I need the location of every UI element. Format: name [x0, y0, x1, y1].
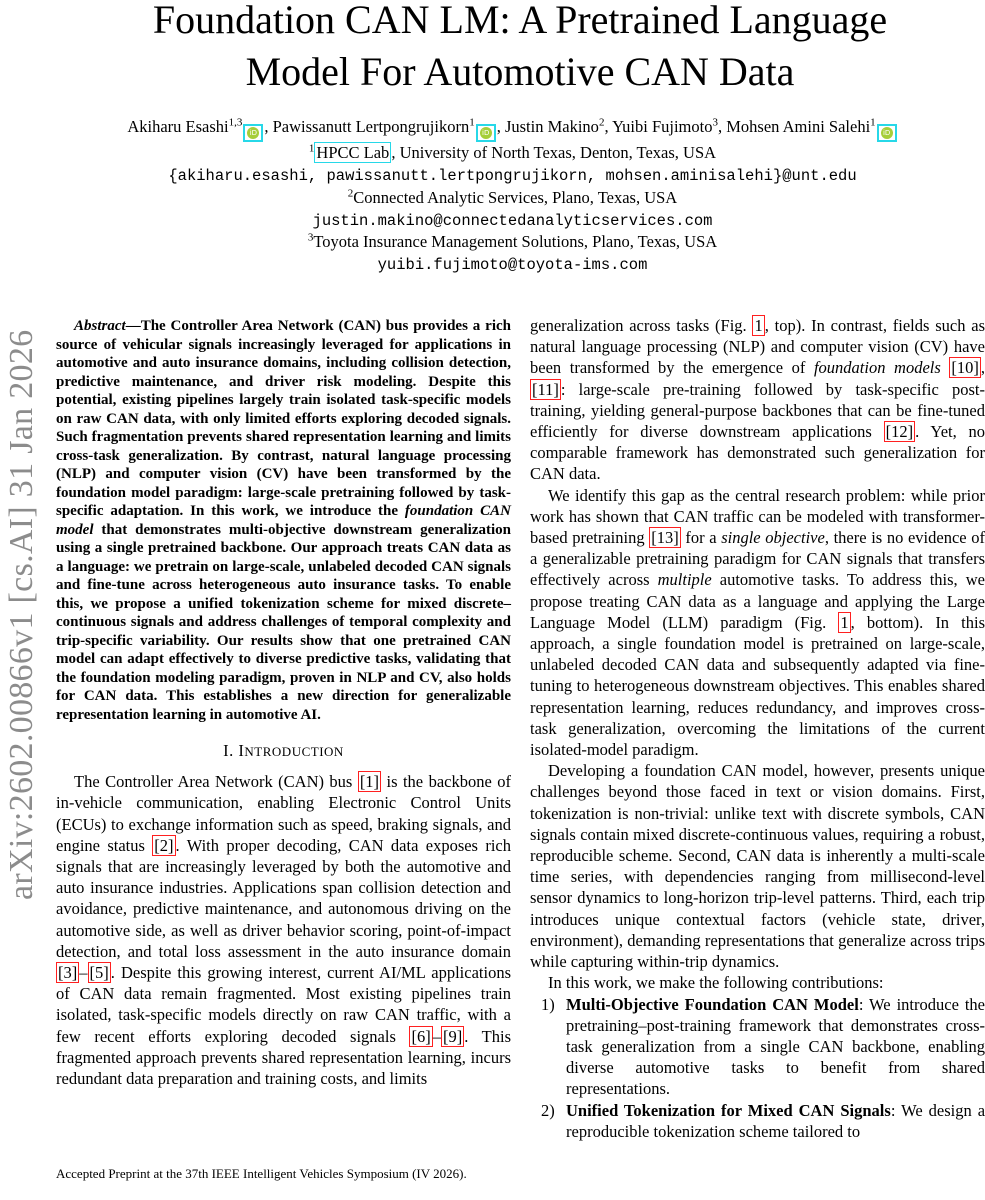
right-column [530, 315, 985, 1142]
citation-link[interactable]: [2] [154, 835, 174, 855]
citation-link[interactable]: [9] [442, 1026, 463, 1046]
abstract: Abstract—The Controller Area Network (CAN) bus provides a rich source of vehicular signals increasingly leveraged for applications in automotive and auto insurance domains, including collision detection, predictive maintenance, and driver risk modeling. Despite this potential, existing pipelines largely train isolated task-specific models on raw CAN data, with only limited efforts exploring decoded signals. Such fragmentation prevents shared representation learning and limits cross-task generalization. By contrast, natural language processing (NLP) and computer vision (CV) have been transformed by the foundation model paradigm: large-scale pretraining followed by task-specific adaptation. In this work, we introduce the foundation CAN model that demonstrates multi-objective downstream generalization using a single pretrained backbone. Our approach treats CAN data as a language: we pretrain on large-scale, unlabeled decoded CAN signals and fine-tune across heterogeneous auto insurance tasks. To enable this, we propose a unified tokenization scheme for mixed discrete–continuous signals and address challenges of temporal complexity and trip-specific variability. Our results show that one pretrained CAN model can adapt effectively to diverse predictive tasks, validating that the foundation modeling paradigm, proven in NLP and CV, also holds for CAN data. This establishes a new direction for generalizable representation learning in automotive AI. [56, 318, 511, 723]
title-line-1: Foundation CAN LM: A Pretrained Language [152, 0, 888, 42]
affiliation-2-email: justin.makino@connectedanalyticservices.com [312, 212, 713, 230]
figure-link[interactable]: 1 [840, 612, 849, 632]
citation-link[interactable]: [6] [411, 1026, 431, 1046]
affiliation-1-email: {akiharu.esashi, pawissanutt.lertpongrujikorn, mohsen.aminisalehi}@unt.edu [168, 167, 857, 185]
orcid-icon[interactable]: iD [476, 124, 496, 142]
affiliation-3-email: yuibi.fujimoto@toyota-ims.com [377, 256, 648, 274]
author-name: Mohsen Amini Salehi [726, 117, 871, 136]
author-affiliation-mark: 1 [870, 116, 876, 129]
author-name: Justin Makino [504, 117, 599, 136]
author-name: Akiharu Esashi [127, 117, 229, 136]
list-item: 1) Multi-Objective Foundation CAN Model: We introduce the pretraining–post-training framework that demonstrates cross-task generalization from a single CAN backbone, enabling diverse automotive tasks to benefit from shared representations. [541, 994, 985, 1099]
intro-paragraph: The Controller Area Network (CAN) bus [1] is the backbone of in-vehicle communication, enabling Electronic Control Units (ECUs) to exchange information such as speed, braking signals, and engine status [2] . With proper decoding, CAN data exposes rich signals that are increasingly leveraged by both the automotive and auto insurance industries. Applications span collision detection and avoidance, predictive maintenance, and autonomous driving on the automotive side, as well as driver behavior scoring, point-of-impact detection, and total loss assessment in the auto insurance domain [3] – [5] . Despite this growing interest, current AI/ML applications of CAN data remain fragmented. Most existing pipelines train isolated, task-specific models directly on raw CAN traffic, with a few recent efforts exploring decoded signals [6] – [9] . This fragmented approach prevents shared representation learning, incurs redundant data preparation and training costs, and limits [56, 772, 511, 1089]
orcid-icon[interactable]: iD [877, 124, 897, 142]
author-affiliation-mark: 2 [598, 116, 605, 129]
affiliation-3: $^3$Toyota Insurance Management Solutions, Plano, Texas, USA [307, 231, 718, 251]
abstract-label: Abstract [74, 318, 126, 334]
author-name: Yuibi Fujimoto [612, 117, 713, 136]
author-list: Akiharu Esashi$^{1,3}$ iD , Pawissanutt Lertpongrujikorn$^1$ iD , Justin Makino$^2$, Yuibi Fujimoto$^3$, Mohsen Amini Salehi$^1$ iD [40, 116, 985, 142]
affiliation-1: $^1$ HPCC Lab , University of North Texas, Denton, Texas, USA [308, 142, 717, 162]
body-paragraph: In this work, we make the following contributions: [548, 973, 884, 993]
citation-link[interactable]: [12] [885, 422, 914, 442]
citation-link[interactable]: [5] [89, 963, 109, 983]
body-paragraph: We identify this gap as the central research problem: while prior work has shown that CAN traffic can be modeled with transformer-based pretraining [13] for a single objective, there is no evidence of a generalizable pretraining paradigm for CAN signals that transfers effectively across multiple automotive tasks. To address this, we propose treating CAN data as a language and applying the Large Language Model (LLM) paradigm (Fig. 1 , bottom). In this approach, a single foundation model is pretrained on large-scale, unlabeled decoded CAN data and subsequently adapted via fine-tuning to heterogeneous downstream objectives. This enables shared representation learning, reduces redundancy, and improves cross-task generalization, overcoming the limitations of the current isolated-model paradigm. [530, 485, 985, 760]
left-column [56, 317, 511, 1089]
body-paragraph: generalization across tasks (Fig. 1 , top). In contrast, fields such as natural language processing (NLP) and computer vision (CV) have been transformed by the emergence of foundation models [10] , [11] : large-scale pre-training followed by task-specific post-training, yielding general-purpose backbones that can be fine-tuned efficiently for diverse downstream applications [12] . Yet, no comparable framework has demonstrated such generalization for CAN data. [530, 316, 985, 484]
author-affiliation-mark: 1,3 [228, 116, 243, 129]
affiliation-2: $^2$Connected Analytic Services, Plano, Texas, USA [347, 187, 678, 207]
author-affiliation-mark: 1 [469, 116, 475, 129]
citation-link[interactable]: [1] [359, 772, 380, 792]
footnote: Accepted Preprint at the 37th IEEE Intelligent Vehicles Symposium (IV 2026). [56, 1166, 467, 1181]
citation-link[interactable]: [11] [532, 379, 559, 399]
author-name: Pawissanutt Lertpongrujikorn [272, 117, 470, 136]
hpcc-lab-link[interactable]: HPCC Lab [316, 143, 390, 162]
body-paragraph: Developing a foundation CAN model, however, presents unique challenges beyond those faced in text or vision domains. First, tokenization is non-trivial: unlike text with discrete symbols, CAN signals contain mixed discrete-continuous values, requiring a robust, reproducible scheme. Second, CAN data is inherently a multi-scale time series, with dependencies ranging from millisecond-level sensor dynamics to long-horizon trip-level patterns. Third, each trip introduces unique contextual factors (vehicle state, driver, environment), demanding representations that generalize across trips while capturing within-trip dynamics. [530, 761, 985, 972]
arxiv-identifier: arXiv:2602.00866v1 [cs.AI] 31 Jan 2026 [3, 329, 40, 900]
title-line-2: Model For Automotive CAN Data [245, 49, 795, 94]
section-heading-introduction: I. INTRODUCTION [223, 741, 344, 760]
paper-title [60, 0, 980, 98]
citation-link[interactable]: [3] [58, 963, 78, 983]
contribution-list [530, 994, 985, 1142]
citation-link[interactable]: [10] [951, 358, 979, 378]
orcid-icon[interactable]: iD [243, 124, 263, 142]
author-affiliation-mark: 3 [712, 116, 718, 129]
citation-link[interactable]: [13] [651, 528, 679, 548]
figure-link[interactable]: 1 [754, 316, 763, 335]
list-item: 2) Unified Tokenization for Mixed CAN Signals: We design a reproducible tokenization scheme tailored to [541, 1100, 985, 1141]
